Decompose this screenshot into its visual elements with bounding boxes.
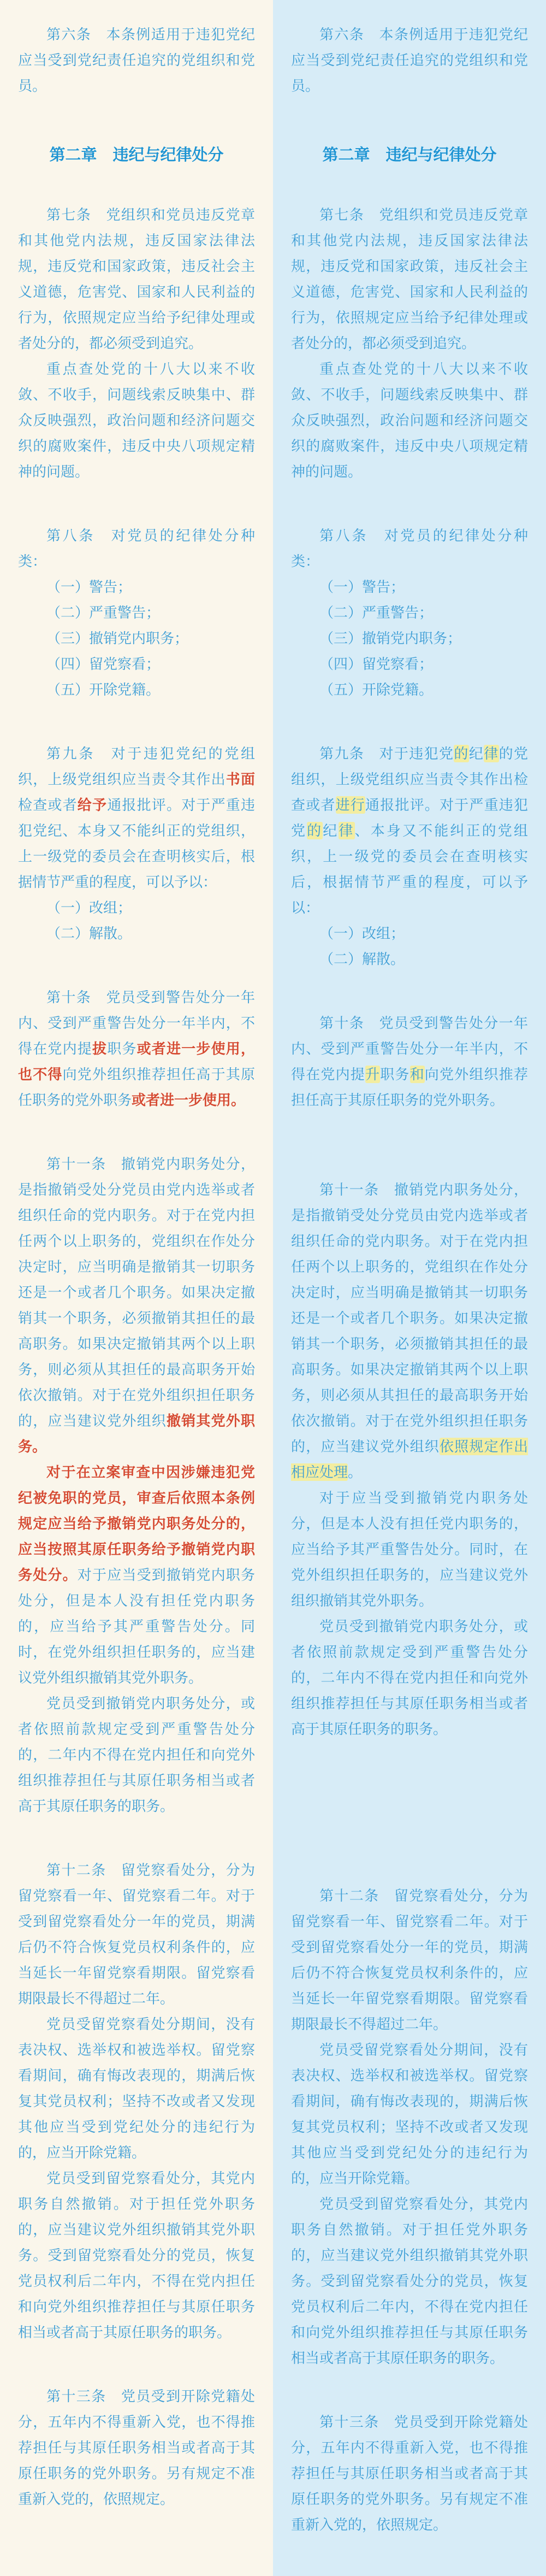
- org-penalty-item-2: [18, 921, 255, 946]
- body-text: 向党外组织推荐担任高于其原任职务的党外职务: [18, 1066, 255, 1108]
- penalty-item-2: [291, 600, 528, 626]
- added-text: 的: [307, 822, 323, 839]
- article-12: [18, 1857, 255, 2012]
- article-7-para-2: [291, 356, 528, 485]
- removed-text: 对于在立案审查中因涉嫌违犯党纪被免职的党员，审查后依照本条例规定应当给予撤销党内职务处分的，应当按照其原任职务给予撤销党内职务处分。: [18, 1464, 255, 1583]
- spacer: [291, 1113, 528, 1177]
- article-11-para-2: [18, 1460, 255, 1691]
- article-10: [291, 1010, 528, 1113]
- body-text: 重点查处党的十八大以来不收敛、不收手，问题线索反映集中、群众反映强烈，政治问题和经济问题交织的腐败案件，违反中央八项规定精神的问题。: [18, 361, 255, 480]
- spacer: [291, 2371, 528, 2409]
- body-text: 向党外组织推荐担任高于其原任职务的党外职务。: [291, 1066, 528, 1108]
- spacer: [291, 972, 528, 1010]
- article-11-para-3: [18, 1691, 255, 1819]
- body-text: 第六条 本条例适用于违犯党纪应当受到党纪责任追究的党组织和党员。: [18, 26, 255, 94]
- body-text: 第九条 对于违犯党: [319, 745, 454, 762]
- article-7-para-2: [18, 356, 255, 485]
- body-text: （四）留党察看；: [46, 656, 161, 672]
- removed-text: 书面: [225, 771, 255, 787]
- body-text: 第十条 党员受到警告处分一年内、受到严重警告处分一年半内，不得在党内提: [291, 1015, 528, 1083]
- body-text: 第七条 党组织和党员违反党章和其他党内法规，违反国家法律法规，违反党和国家政策，违反社会主义道德，危害党、国家和人民利益的行为，依照规定应当给予纪律处理或者处分的，都必须受到追究。: [18, 207, 255, 351]
- body-text: 党员受留党察看处分期间，没有表决权、选举权和被选举权。留党察看期间，确有悔改表现的，期满后恢复其党员权利；坚持不改或者又发现其他应当受到党纪处分的违纪行为的，应当开除党籍。: [291, 2042, 528, 2186]
- article-7: [291, 202, 528, 356]
- body-text: 第十一条 撤销党内职务处分，是指撤销受处分党员由党内选举或者组织任命的党内职务。对于在党内担任两个以上职务的，党组织在作处分决定时，应当明确是撤销其一切职务还是一个或者几个职务。如果决定撤销其一个职务，必须撤销其担任的最高职务。如果决定撤销其两个以上职务，则必须从其担任的最高职务开始依次撤销。对于在党外组织担任职务的，应当建议党外组织: [291, 1181, 528, 1455]
- body-text: 第十三条 党员受到开除党籍处分，五年内不得重新入党，也不得推荐担任与其原任职务相当或者高于其原任职务的党外职务。另有规定不准重新入党的，依照规定。: [18, 2388, 255, 2507]
- article-10: [18, 985, 255, 1113]
- article-12-para-2: [291, 2037, 528, 2191]
- removed-text: 撤销其党外职务。: [18, 1413, 255, 1455]
- body-text: 党员受到撤销党内职务处分，或者依照前款规定受到严重警告处分的，二年内不得在党内担任和向党外组织推荐担任与其原任职务相当或者高于其原任职务的职务。: [18, 1695, 255, 1814]
- body-text: 第十条 党员受到警告处分一年内、受到严重警告处分一年半内，不得在党内提: [18, 989, 255, 1057]
- spacer: [18, 946, 255, 985]
- new-version-column: [273, 0, 546, 2576]
- article-6: [291, 22, 528, 99]
- chapter-2-heading: 第二章 违纪与纪律处分: [49, 146, 224, 164]
- spacer: [291, 1742, 528, 1883]
- org-penalty-item-1: [18, 895, 255, 921]
- body-text: 的党组织，上级党组织应当责令其作出检查或者: [291, 745, 528, 813]
- body-text: 职务: [380, 1066, 410, 1083]
- spacer: [18, 99, 255, 143]
- body-text: 第八条 对党员的纪律处分种类：: [18, 527, 255, 569]
- penalty-item-2: [18, 600, 255, 626]
- article-12-para-2: [18, 2012, 255, 2166]
- spacer: [291, 485, 528, 523]
- body-text: 纪: [323, 822, 339, 839]
- added-text: 依照规定作出相应处理: [291, 1438, 528, 1480]
- article-11: [18, 1151, 255, 1460]
- spacer: [18, 2345, 255, 2384]
- penalty-item-4: [291, 651, 528, 677]
- body-text: 党员受到留党察看处分，其党内职务自然撤销。对于担任党外职务的，应当建议党外组织撤销其党外职务。受到留党察看处分的党员，恢复党员权利后二年内，不得在党内担任和向党外组织推荐担任与其原任职务相当或者高于其原任职务的职务。: [291, 2196, 528, 2366]
- article-12-para-3: [291, 2191, 528, 2371]
- added-text: 升: [365, 1066, 381, 1083]
- added-text: 进行: [335, 797, 365, 813]
- spacer: [18, 1113, 255, 1151]
- body-text: （五）开除党籍。: [319, 681, 434, 698]
- removed-text: 给予: [77, 797, 108, 813]
- spacer: [18, 485, 255, 523]
- article-13: [18, 2384, 255, 2512]
- added-text: 的: [454, 745, 469, 762]
- article-11-para-3: [291, 1614, 528, 1742]
- body-text: 通报批评。对于严重违犯党: [291, 797, 528, 839]
- penalty-item-1: [291, 574, 528, 600]
- article-7: [18, 202, 255, 356]
- body-text: （二）解散。: [46, 925, 132, 942]
- chapter-2-heading: 第二章 违纪与纪律处分: [322, 146, 497, 164]
- body-text: 第九条 对于违犯党纪的党组织，上级党组织应当责令其作出: [18, 745, 255, 787]
- spacer: [18, 1819, 255, 1857]
- article-9: [18, 741, 255, 895]
- body-text: 重点查处党的十八大以来不收敛、不收手，问题线索反映集中、群众反映强烈，政治问题和经济问题交织的腐败案件，违反中央八项规定精神的问题。: [291, 361, 528, 480]
- body-text: 第六条 本条例适用于违犯党纪应当受到党纪责任追究的党组织和党员。: [291, 26, 528, 94]
- article-8: [18, 523, 255, 574]
- body-text: 党员受到撤销党内职务处分，或者依照前款规定受到严重警告处分的，二年内不得在党内担任和向党外组织推荐担任与其原任职务相当或者高于其原任职务的职务。: [291, 1618, 528, 1737]
- added-text: 和: [410, 1066, 425, 1083]
- org-penalty-item-2: [291, 946, 528, 972]
- body-text: （三）撤销党内职务；: [46, 630, 189, 646]
- body-text: 纪: [468, 745, 484, 762]
- spacer: [291, 99, 528, 143]
- removed-text: 拔: [92, 1040, 108, 1057]
- body-text: 通报批评。对于严重违犯党纪、本身又不能纠正的党组织，上一级党的委员会在查明核实后，根据情节严重的程度，可以予以：: [18, 797, 255, 890]
- body-text: 第十二条 留党察看处分，分为留党察看一年、留党察看二年。对于受到留党察看处分一年的党员，期满后仍不符合恢复党员权利条件的，应当延长一年留党察看期限。留党察看期限最长不得超过二年。: [18, 1862, 255, 2007]
- added-text: 律: [484, 745, 499, 762]
- body-text: 对于应当受到撤销党内职务处分，但是本人没有担任党内职务的，应当给予其严重警告处分。同时，在党外组织担任职务的，应当建议党外组织撤销其党外职务。: [18, 1567, 255, 1686]
- spacer: [18, 703, 255, 741]
- body-text: （一）警告；: [46, 579, 132, 595]
- body-text: （二）严重警告；: [46, 604, 161, 621]
- article-12: [291, 1883, 528, 2037]
- body-text: 第十一条 撤销党内职务处分，是指撤销受处分党员由党内选举或者组织任命的党内职务。对于在党内担任两个以上职务的，党组织在作处分决定时，应当明确是撤销其一切职务还是一个或者几个职务。如果决定撤销其一个职务，必须撤销其担任的最高职务。如果决定撤销其两个以上职务，则必须从其担任的最高职务开始依次撤销。对于在党外组织担任职务的，应当建议党外组织: [18, 1156, 255, 1429]
- spacer: [18, 168, 255, 202]
- body-text: （二）严重警告；: [319, 604, 434, 621]
- body-text: 党员受到留党察看处分，其党内职务自然撤销。对于担任党外职务的，应当建议党外组织撤销其党外职务。受到留党察看处分的党员，恢复党员权利后二年内，不得在党内担任和向党外组织推荐担任与其原任职务相当或者高于其原任职务的职务。: [18, 2170, 255, 2340]
- body-text: 。: [348, 1464, 363, 1480]
- body-text: （一）改组；: [319, 925, 405, 942]
- article-11: [291, 1177, 528, 1485]
- penalty-item-5: [291, 677, 528, 703]
- body-text: 第十三条 党员受到开除党籍处分，五年内不得重新入党，也不得推荐担任与其原任职务相当或者高于其原任职务的党外职务。另有规定不准重新入党的，依照规定。: [291, 2414, 528, 2533]
- article-13: [291, 2409, 528, 2538]
- body-text: （四）留党察看；: [319, 656, 434, 672]
- article-11-para-2: [291, 1485, 528, 1614]
- article-8: [291, 523, 528, 574]
- penalty-item-4: [18, 651, 255, 677]
- penalty-item-3: [18, 626, 255, 651]
- body-text: 第八条 对党员的纪律处分种类：: [291, 527, 528, 569]
- spacer: [291, 703, 528, 741]
- penalty-item-5: [18, 677, 255, 703]
- body-text: （二）解散。: [319, 951, 405, 967]
- body-text: 对于应当受到撤销党内职务处分，但是本人没有担任党内职务的，应当给予其严重警告处分。同时，在党外组织担任职务的，应当建议党外组织撤销其党外职务。: [291, 1490, 528, 1609]
- body-text: 党员受留党察看处分期间，没有表决权、选举权和被选举权。留党察看期间，确有悔改表现的，期满后恢复其党员权利；坚持不改或者又发现其他应当受到党纪处分的违纪行为的，应当开除党籍。: [18, 2016, 255, 2161]
- org-penalty-item-1: [291, 921, 528, 946]
- penalty-item-1: [18, 574, 255, 600]
- article-9: [291, 741, 528, 921]
- added-text: 律: [339, 822, 355, 839]
- body-text: （一）警告；: [319, 579, 405, 595]
- article-12-para-3: [18, 2166, 255, 2345]
- body-text: （五）开除党籍。: [46, 681, 161, 698]
- article-6: [18, 22, 255, 99]
- penalty-item-3: [291, 626, 528, 651]
- spacer: [291, 168, 528, 202]
- body-text: 、本身又不能纠正的党组织，上一级党的委员会在查明核实后，根据情节严重的程度，可以予以：: [291, 822, 528, 916]
- body-text: 第七条 党组织和党员违反党章和其他党内法规，违反国家法律法规，违反党和国家政策，违反社会主义道德，危害党、国家和人民利益的行为，依照规定应当给予纪律处理或者处分的，都必须受到追究。: [291, 207, 528, 351]
- body-text: 检查或者: [18, 797, 78, 813]
- removed-text: 或者进一步使用。: [132, 1092, 246, 1108]
- body-text: 职务: [107, 1040, 137, 1057]
- removed-text: 或者进一步使用，也不得: [18, 1040, 255, 1083]
- body-text: 第十二条 留党察看处分，分为留党察看一年、留党察看二年。对于受到留党察看处分一年的党员，期满后仍不符合恢复党员权利条件的，应当延长一年留党察看期限。留党察看期限最长不得超过二年。: [291, 1887, 528, 2032]
- body-text: （三）撤销党内职务；: [319, 630, 462, 646]
- body-text: （一）改组；: [46, 899, 132, 916]
